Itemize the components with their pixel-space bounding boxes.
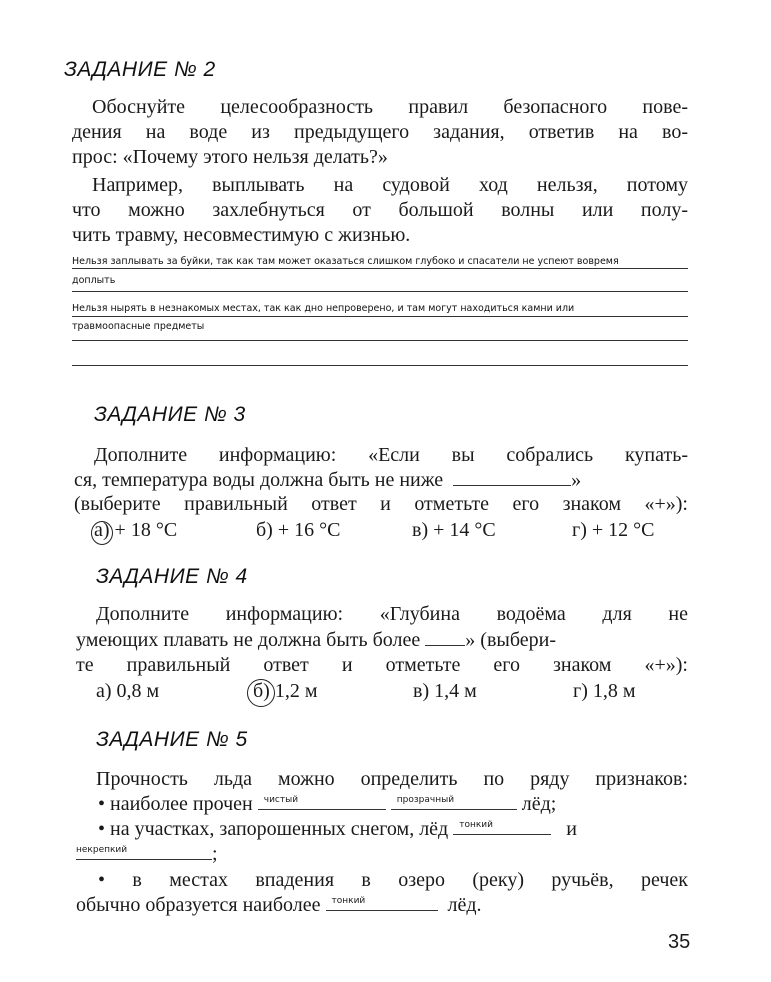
answer-text: Нельзя заплывать за буйки, так как там может оказаться слишком глубоко и спасатели не успеют вовремя: [72, 256, 619, 267]
bullet-text: ;: [212, 843, 218, 865]
answer-fill: тонкий: [459, 820, 494, 830]
task-5-intro: Прочность льда можно определить по ряду признаков:: [96, 768, 688, 790]
page-number: 35: [668, 931, 691, 953]
task-2-text-line: дения на воде из предыдущего задания, ответив на во-: [72, 121, 688, 143]
blank-5: [326, 896, 438, 911]
task-4-text-line: те правильный ответ и отметьте его знаком «+»):: [76, 654, 688, 676]
task-3-option-a[interactable]: а) + 18 °C: [94, 519, 178, 541]
answer-line: [72, 365, 688, 366]
task-4-text-line: Дополните информацию: «Глубина водоёма для не: [96, 603, 688, 625]
task-3-option-c[interactable]: в) + 14 °C: [412, 519, 496, 541]
task-3-text-line: Дополните информацию: «Если вы собрались купать-: [94, 444, 688, 466]
task-4-option-d[interactable]: г) 1,8 м: [573, 680, 636, 702]
task-4-text-line: [76, 628, 556, 652]
task-2-title: ЗАДАНИЕ № 2: [64, 58, 216, 81]
answer-line: [72, 291, 688, 292]
task-3-option-b[interactable]: б) + 16 °C: [256, 519, 341, 541]
answer-fill: некрепкий: [76, 845, 128, 855]
bullet-text: • наиболее прочен: [98, 793, 253, 815]
task-3-title: ЗАДАНИЕ № 3: [94, 403, 246, 426]
answer-line: [72, 268, 688, 269]
task-2-text-line: Например, выплывать на судовой ход нельзя, потому: [92, 174, 688, 196]
selected-answer-circle: [247, 679, 275, 707]
answer-fill: тонкий: [331, 896, 366, 906]
task-3-text-line: (выберите правильный ответ и отметьте его знаком «+»):: [74, 493, 688, 515]
selected-answer-circle: [91, 521, 113, 545]
task-5-bullet-1: [98, 792, 556, 816]
bullet-text: лёд;: [521, 793, 557, 815]
task-2-text-line: что можно захлебнуться от большой волны или полу-: [72, 199, 688, 221]
task-3-option-d[interactable]: г) + 12 °C: [572, 519, 655, 541]
answer-fill: прозрачный: [396, 795, 455, 805]
task-4-option-b[interactable]: б) 1,2 м: [253, 680, 318, 702]
blank-4: [76, 845, 212, 860]
answer-line: [72, 340, 688, 341]
quote-end: »: [571, 469, 582, 491]
task-3-blank: [453, 471, 571, 486]
task-4-option-a[interactable]: а) 0,8 м: [96, 680, 160, 702]
answer-text: Нельзя нырять в незнакомых местах, так как дно непроверено, и там могут находиться камни или: [72, 303, 575, 314]
task-5-title: ЗАДАНИЕ № 5: [96, 728, 248, 751]
task-4-option-c[interactable]: в) 1,4 м: [413, 680, 477, 702]
task-5-bullet-2: [98, 817, 577, 841]
task-5-bullet-2-cont: [76, 842, 218, 866]
bullet-text: обычно образуется наиболее: [76, 894, 321, 916]
answer-line: [72, 316, 688, 317]
bullet-text: • на участках, запорошенных снегом, лёд: [98, 818, 449, 840]
task-5-bullet-3: • в местах впадения в озеро (реку) ручьёв, речек: [98, 869, 688, 891]
task-3-text-line: [74, 468, 581, 492]
bullet-text: лёд.: [447, 894, 482, 916]
bullet-text: и: [566, 818, 577, 840]
answer-text: доплыть: [72, 275, 116, 286]
task-4-title: ЗАДАНИЕ № 4: [96, 565, 248, 588]
task-2-text-line: чить травму, несовместимую с жизнью.: [72, 224, 411, 246]
blank-2: [391, 795, 517, 810]
task-3-text: ся, температура воды должна быть не ниже: [74, 469, 444, 491]
answer-text: травмоопасные предметы: [72, 321, 205, 332]
task-2-text-line: прос: «Почему этого нельзя делать?»: [72, 146, 388, 168]
task-5-bullet-3-cont: [76, 893, 482, 917]
task-2-text-line: Обоснуйте целесообразность правил безопасного пове-: [92, 96, 688, 118]
blank-1: [258, 795, 386, 810]
answer-fill: чистый: [263, 795, 299, 805]
blank-3: [453, 820, 551, 835]
task-4-text: » (выбери-: [465, 629, 556, 651]
task-4-blank: [425, 631, 465, 646]
task-4-text: умеющих плавать не должна быть более: [76, 629, 421, 651]
